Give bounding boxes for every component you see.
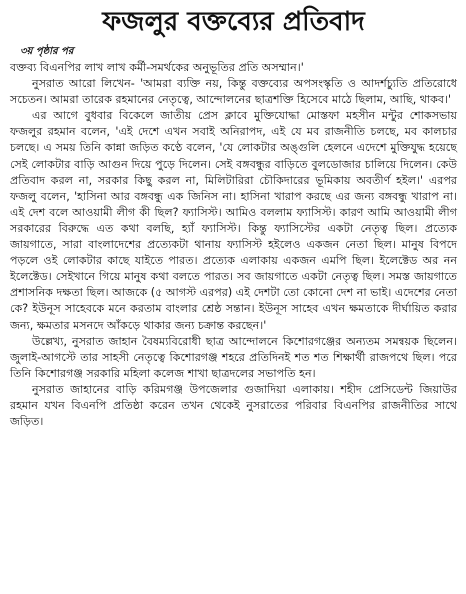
article-paragraph: নুসরাত আরো লিখেন- 'আমরা ব্যক্তি নয়, কিন্তু বক্তব্যের অপসংস্কৃতি ও আদর্শচ্যুতি প্রতিরোধে সচেতন। আমরা তারেক রহমানের নেতৃত্বে, আন্দোলনের ছাত্রশক্তি হিসেবে মাঠে ছিলাম, আছি, থাকব।' [10,77,457,107]
continued-from-label: ৩য় পৃষ্ঠার পর [20,46,74,57]
article-paragraph: বক্তব্য বিএনপির লাখ লাখ কর্মী-সমর্থকের অনুভূতির প্রতি অসম্মান।' [10,61,304,74]
article-paragraph: এর আগে বুধবার বিকেলে জাতীয় প্রেস ক্লাবে মুক্তিযোদ্ধা মোস্তফা মহসীন মন্টুর শোকসভায় ফজলুর রহমান বলেন, 'এই দেশে এখন সবাই অনিরাপদ, এই যে মব রাজনীতি চলছে, মব কালচার চলছে। এ সময় তিনি কান্না জড়িত কণ্ঠে বলেন, 'যে লোকটার অঙ্গুলি হেলনে এদেশে মুক্তিযুদ্ধ হয়েছে সেই লোকটার বাড়ি আগুন দিয়ে পুড়ে দিলেন। সেই বঙ্গবন্ধুর বাড়িতে বুলডোজার চালিয়ে দিলেন। কেউ প্রতিবাদ করল না, সরকার কিছু করল না, মিলিটারিরা চৌকিদারের ভূমিকায় অবতীর্ণ হইল।' এরপর ফজলু বলেন, 'হাসিনা আর বঙ্গবন্ধু এক জিনিস না। হাসিনা খারাপ করছে এর জন্য বঙ্গবন্ধু খারাপ না। এই দেশ বলে আওয়ামী লীগ কী ছিল? ফ্যাসিস্ট। আমিও বললাম ফ্যাসিস্ট। কারণ আমি আওয়ামী লীগ সরকারের বিরুদ্ধে এত কথা বলছি, হ্যাঁ ফ্যাসিস্ট। কিন্তু ফ্যাসিস্টের একটা নেতৃত্ব ছিল। প্রত্যেক জায়গাতে, সারা বাংলাদেশের প্রত্যেকটা থানায় ফ্যাসিস্ট হইলেও একজন নেতা ছিল। মানুষ বিপদে পড়লে ওই লোকটার কাছে যাইতে পারত। প্রত্যেক এলাকায় একজন এমপি ছিল। ইলেক্টেড অর নন ইলেক্টেড। সেইখানে গিয়ে মানুষ কথা বলতে পারত। সব জায়গাতে একটা নেতৃত্ব ছিল। সমস্ত জায়গাতে প্রশাসনিক দক্ষতা ছিল। আজকে (৫ আগস্ট এরপর) এই দেশটা তো কোনো দেশ না ভাই। এদেশের নেতা কে? ইউনূস সাহেবকে মনে করতাম বাংলার শ্রেষ্ঠ সন্তান। ইউনূস সাহেব এখন ক্ষমতাকে দীর্ঘায়িত করার জন্য, ক্ষমতার মসনদে আঁকড়ে থাকার জন্য চক্রান্ত করছেন।' [10,109,457,332]
article-paragraph: উল্লেখ্য, নুসরাত জাহান বৈষম্যবিরোধী ছাত্র আন্দোলনে কিশোরগঞ্জের অন্যতম সমন্বয়ক ছিলেন। জুলাই-আগস্টে তার সাহসী নেতৃত্বে কিশোরগঞ্জ শহরে প্রতিদিনই শত শত শিক্ষার্থী রাজপথে ছিল। পরে তিনি কিশোরগঞ্জ সরকারি মহিলা কলেজ শাখা ছাত্রদলের সভাপতি হন। [10,334,457,380]
article-headline: ফজলুর বক্তব্যের প্রতিবাদ [102,7,365,37]
article-paragraph: নুসরাত জাহানের বাড়ি করিমগঞ্জ উপজেলার গুজাদিয়া এলাকায়। শহীদ প্রেসিডেন্ট জিয়াউর রহমান যখন বিএনপি প্রতিষ্ঠা করেন তখন থেকেই নুসরাতের পরিবার বিএনপির রাজনীতির সাথে জড়িত। [10,382,457,429]
article-body [10,60,457,430]
